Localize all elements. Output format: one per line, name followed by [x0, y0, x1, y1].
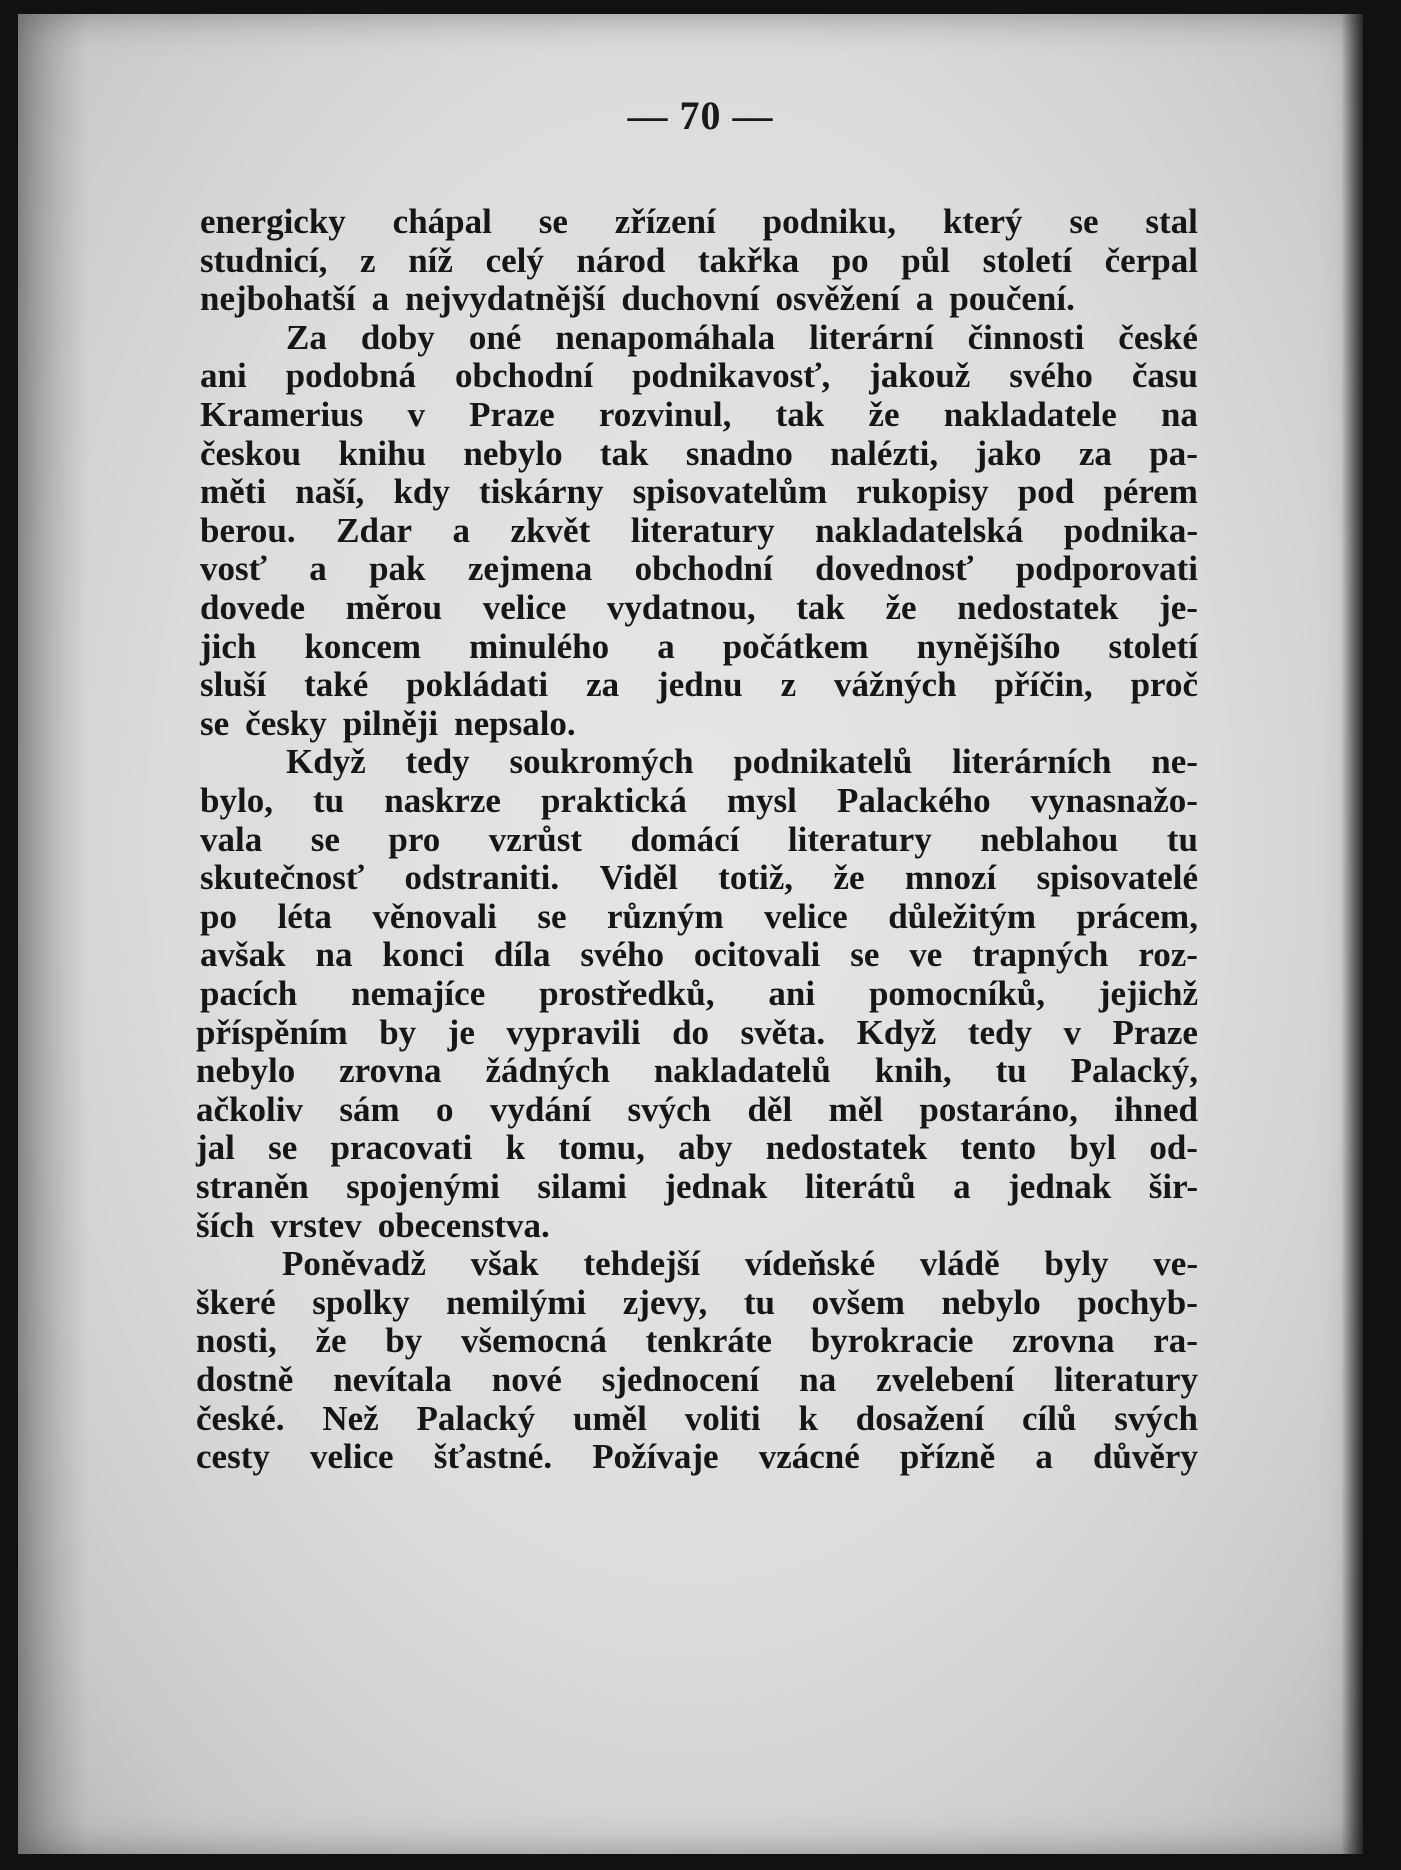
word: je: [447, 1012, 475, 1052]
word: Praze: [469, 395, 555, 434]
word: ani: [768, 974, 816, 1013]
word: se: [310, 819, 340, 859]
word: svého: [1009, 356, 1093, 396]
word: od-: [1149, 1128, 1198, 1168]
word: vážných: [834, 665, 957, 705]
word: jal: [196, 1128, 235, 1168]
word: straněn: [196, 1167, 309, 1206]
word: podporovati: [1015, 549, 1198, 589]
word: tiskárny: [479, 472, 604, 512]
word: zjevy,: [622, 1282, 708, 1322]
word: Za: [286, 317, 327, 357]
word: pilněji: [342, 703, 439, 743]
word: tak: [796, 588, 845, 627]
word: o: [436, 1089, 454, 1129]
word: k: [798, 1398, 818, 1438]
word: ne-: [1151, 742, 1198, 782]
word: nenapomáhala: [555, 317, 776, 357]
word: rukopisy: [856, 472, 989, 512]
word: tehdejší: [583, 1244, 701, 1284]
word: vídeňské: [744, 1244, 876, 1284]
word: by: [385, 1321, 423, 1361]
word: doby: [360, 317, 435, 357]
text-line: [196, 1167, 1198, 1207]
word: se: [200, 703, 230, 743]
word: avšak: [200, 935, 286, 975]
word: duchovní: [621, 279, 760, 319]
word: vynasnažo-: [1030, 781, 1198, 820]
word: studnicí,: [200, 240, 328, 280]
word: minulého: [469, 626, 610, 666]
text-line: [196, 1321, 1198, 1361]
word: zkvět: [510, 510, 591, 550]
word: století: [982, 240, 1072, 280]
word: za: [586, 665, 620, 705]
text-line: [196, 1128, 1198, 1168]
word: celý: [485, 240, 544, 280]
word: spisovatelům: [632, 472, 828, 512]
word: chápal: [392, 202, 492, 241]
word: Když: [856, 1012, 937, 1052]
word: Než: [322, 1398, 379, 1438]
word: naskrze: [384, 781, 501, 820]
word: z: [360, 240, 376, 280]
word: koncem: [304, 626, 422, 666]
text-line: [200, 781, 1198, 821]
text-line: [200, 935, 1198, 975]
word: vala: [200, 819, 263, 859]
word: a: [915, 279, 934, 319]
word: energicky: [200, 202, 346, 241]
word: sluší: [200, 665, 267, 705]
word: tu: [1166, 819, 1198, 859]
text-line: [200, 897, 1198, 937]
word: byl: [1069, 1128, 1117, 1168]
word: Viděl: [599, 858, 678, 898]
word: národ: [576, 240, 666, 280]
word: Palackého: [836, 781, 991, 820]
word: zejmena: [467, 549, 593, 589]
word: světa.: [740, 1012, 826, 1052]
word: naší,: [295, 472, 365, 512]
word: měti: [200, 472, 267, 512]
word: po: [831, 240, 869, 280]
word: nevítala: [333, 1360, 452, 1399]
text-line: [200, 202, 1198, 242]
word: prácem,: [1076, 896, 1198, 936]
word: za: [1078, 433, 1112, 473]
word: byrokracie: [810, 1321, 974, 1361]
word: čerpal: [1104, 240, 1198, 280]
word: pérem: [1103, 472, 1198, 512]
word: české.: [196, 1398, 285, 1438]
text-line: [196, 1051, 1198, 1091]
word: berou.: [200, 510, 296, 550]
text-line: [286, 742, 1198, 782]
text-line: [200, 665, 1198, 705]
text-line: [200, 241, 1198, 281]
text-line: [196, 1283, 1198, 1323]
word: silami: [537, 1167, 627, 1206]
word: a: [309, 549, 327, 589]
word: Palacký: [416, 1398, 536, 1438]
word: se: [1069, 202, 1099, 241]
word: nemajíce: [351, 974, 486, 1013]
word: pacích: [200, 974, 298, 1013]
word: ačkoliv: [196, 1089, 303, 1129]
word: dostně: [196, 1360, 294, 1399]
word: snadno: [685, 433, 793, 473]
word: ani: [200, 356, 247, 396]
word: pak: [369, 549, 426, 589]
word: žádných: [485, 1051, 610, 1091]
word: činnosti: [967, 317, 1085, 357]
word: kdy: [393, 472, 450, 512]
word: obchodní: [634, 549, 773, 589]
word: škeré: [196, 1282, 276, 1322]
page-number: — 70 —: [627, 93, 774, 138]
word: pracovati: [330, 1128, 473, 1168]
word: jejichž: [1098, 974, 1198, 1013]
word: roz-: [1138, 935, 1198, 975]
word: knih,: [874, 1051, 952, 1091]
word: Praze: [1112, 1012, 1198, 1052]
word: české: [1118, 317, 1198, 357]
word: mnozí: [904, 858, 997, 898]
word: takřka: [697, 240, 800, 280]
word: konci: [382, 935, 465, 975]
word: podnikatelů: [733, 742, 913, 782]
word: vzácné: [758, 1437, 860, 1477]
word: také: [304, 665, 369, 705]
word: tento: [960, 1128, 1037, 1168]
text-line: [196, 1090, 1198, 1130]
word: literatury: [787, 819, 932, 859]
word: tak: [599, 433, 649, 473]
word: vosť: [200, 549, 267, 589]
word: literatury: [1054, 1360, 1198, 1399]
text-line: [282, 1244, 1198, 1284]
word: totiž,: [718, 858, 794, 898]
word: všemocná: [461, 1321, 607, 1361]
text-line: [200, 820, 1198, 860]
word: obchodní: [454, 356, 594, 396]
word: obecenstva.: [377, 1205, 550, 1245]
word: nejbohatší: [200, 279, 356, 319]
text-line: [200, 704, 576, 744]
word: Kramerius: [200, 395, 364, 434]
word: a: [1035, 1437, 1053, 1477]
word: cílů: [1021, 1398, 1077, 1438]
word: vydatnou,: [606, 588, 756, 627]
word: dosažení: [855, 1398, 985, 1438]
word: byly: [1044, 1244, 1109, 1284]
word: z: [780, 665, 797, 705]
word: literárních: [952, 742, 1112, 782]
word: nynějšího: [916, 626, 1061, 666]
word: nakladatelská: [815, 510, 1024, 550]
word: jako: [975, 433, 1042, 473]
word: ra-: [1153, 1321, 1198, 1361]
word: nemilými: [446, 1282, 587, 1322]
word: nakladatelů: [653, 1051, 831, 1091]
word: ocitovali: [693, 935, 821, 975]
word: díla: [494, 935, 551, 975]
word: se: [537, 896, 567, 936]
text-line: [200, 472, 1198, 512]
word: důležitým: [888, 896, 1036, 936]
word: nedostatek: [765, 1128, 928, 1168]
word: počátkem: [722, 626, 869, 666]
word: stal: [1145, 202, 1198, 241]
word: v: [1063, 1012, 1081, 1052]
word: Poněvadž: [282, 1244, 426, 1284]
word: ihned: [1114, 1089, 1198, 1129]
word: a: [371, 279, 390, 319]
word: podnika-: [1063, 510, 1198, 550]
word: věnovali: [372, 896, 497, 936]
word: důvěry: [1092, 1437, 1198, 1477]
word: a: [657, 626, 675, 666]
word: nebylo: [941, 1282, 1041, 1322]
text-line: [200, 858, 1198, 898]
word: rozvinul,: [598, 395, 732, 434]
word: že: [885, 588, 917, 627]
word: Požívaje: [592, 1437, 719, 1477]
word: ve: [909, 935, 943, 975]
word: Když: [286, 742, 366, 782]
word: vypravili: [506, 1012, 641, 1052]
word: sjednocení: [601, 1360, 760, 1399]
word: nebylo: [463, 433, 563, 473]
word: jakouž: [869, 356, 971, 396]
word: spisovatelé: [1036, 858, 1198, 898]
word: tak: [775, 395, 825, 434]
word: nepsalo.: [454, 703, 576, 743]
word: se: [538, 202, 568, 241]
word: by: [379, 1012, 417, 1052]
word: vzrůst: [488, 819, 583, 859]
word: děl: [747, 1089, 793, 1129]
word: podniku,: [762, 202, 896, 241]
word: pa-: [1149, 433, 1198, 473]
word: že: [833, 858, 865, 898]
word: skutečnosť: [200, 858, 365, 898]
word: šir-: [1148, 1167, 1198, 1206]
word: domácí: [630, 819, 740, 859]
word: česky: [245, 703, 327, 743]
word: českou: [200, 433, 302, 473]
word: pochyb-: [1077, 1282, 1198, 1322]
word: svých: [627, 1089, 712, 1129]
word: který: [942, 202, 1023, 241]
word: měrou: [345, 588, 443, 627]
word: knihu: [338, 433, 427, 473]
word: na: [315, 935, 353, 975]
word: tedy: [967, 1012, 1032, 1052]
text-line: [196, 1437, 1198, 1477]
word: soukromých: [509, 742, 694, 782]
word: praktická: [540, 781, 687, 820]
word: a: [452, 510, 471, 550]
word: nejvydatnější: [405, 279, 606, 319]
word: vládě: [919, 1244, 1000, 1284]
word: času: [1131, 356, 1198, 396]
word: velice: [482, 588, 567, 627]
text-line: [200, 974, 1198, 1014]
word: však: [470, 1244, 539, 1284]
word: šťastné.: [433, 1437, 553, 1477]
word: jich: [200, 626, 257, 666]
word: pokládati: [406, 665, 549, 705]
text-line: [200, 356, 1198, 396]
word: že: [315, 1321, 347, 1361]
text-line: [200, 549, 1198, 589]
word: různým: [607, 896, 724, 936]
word: uměl: [573, 1398, 647, 1438]
word: oné: [468, 317, 522, 357]
word: spojenými: [346, 1167, 500, 1206]
word: tenkráte: [645, 1321, 772, 1361]
text-line: [200, 588, 1198, 628]
word: spolky: [312, 1282, 410, 1322]
word: pomocníků,: [868, 974, 1045, 1013]
word: na: [799, 1360, 837, 1399]
word: měl: [828, 1089, 884, 1129]
word: literární: [809, 317, 934, 357]
word: tu: [995, 1051, 1027, 1091]
word: velice: [764, 896, 848, 936]
word: níž: [408, 240, 453, 280]
word: velice: [310, 1437, 394, 1477]
word: postaráno,: [919, 1089, 1078, 1129]
word: příspěním: [196, 1012, 348, 1052]
word: osvěžení: [775, 279, 900, 319]
word: zrovna: [1012, 1321, 1115, 1361]
word: nakladatele: [943, 395, 1117, 434]
word: příčin,: [994, 665, 1093, 705]
word: na: [1160, 395, 1198, 434]
word: Zdar: [336, 510, 412, 550]
word: proč: [1130, 665, 1198, 705]
word: přízně: [899, 1437, 996, 1477]
word: tu: [313, 781, 345, 820]
word: se: [850, 935, 880, 975]
word: sám: [339, 1089, 400, 1129]
word: literátů: [804, 1167, 916, 1206]
word: dovede: [200, 588, 305, 627]
word: tedy: [405, 742, 470, 782]
text-line: [196, 1206, 550, 1246]
word: jednak: [1008, 1167, 1112, 1206]
word: aby: [678, 1128, 733, 1168]
word: neblahou: [980, 819, 1119, 859]
word: nosti,: [196, 1321, 277, 1361]
text-line: [200, 279, 1075, 319]
word: půl: [901, 240, 950, 280]
word: svých: [1114, 1398, 1198, 1438]
word: léta: [277, 896, 332, 936]
word: v: [407, 395, 425, 434]
word: nové: [491, 1360, 562, 1399]
word: k: [505, 1128, 526, 1168]
word: zřízení: [614, 202, 716, 241]
word: tomu,: [558, 1128, 645, 1168]
text-line: [196, 1399, 1198, 1439]
word: nalézti,: [830, 433, 939, 473]
word: vydání: [489, 1089, 592, 1129]
word: literatury: [630, 510, 775, 550]
word: nedostatek: [957, 588, 1119, 627]
word: ve-: [1153, 1244, 1198, 1284]
word: svého: [580, 935, 664, 975]
word: odstraniti.: [404, 858, 560, 898]
word: je-: [1159, 588, 1198, 627]
word: dovednosť: [815, 549, 974, 589]
word: voliti: [684, 1398, 761, 1438]
text-line: [286, 318, 1198, 358]
word: bylo,: [200, 781, 273, 820]
word: století: [1108, 626, 1198, 666]
word: vrstev: [270, 1205, 362, 1245]
text-line: [196, 1360, 1198, 1400]
word: ovšem: [811, 1282, 905, 1322]
word: tu: [743, 1282, 776, 1322]
word: do: [672, 1012, 710, 1052]
word: že: [868, 395, 900, 434]
word: nebylo: [196, 1051, 296, 1091]
word: pod: [1017, 472, 1075, 512]
text-line: [200, 434, 1198, 474]
word: podobná: [285, 356, 417, 396]
word: prostředků,: [539, 974, 715, 1013]
word: poučení.: [949, 279, 1075, 319]
text-line: [200, 627, 1198, 667]
word: trapných: [972, 935, 1109, 975]
text-line: [200, 511, 1198, 551]
word: podnikavosť,: [632, 356, 831, 396]
word: po: [200, 896, 237, 936]
text-line: [196, 1013, 1198, 1053]
word: zvelebení: [876, 1360, 1015, 1399]
word: Palacký,: [1070, 1051, 1198, 1091]
word: cesty: [196, 1437, 270, 1477]
word: pro: [388, 819, 441, 859]
word: zrovna: [339, 1051, 442, 1091]
word: a: [953, 1167, 971, 1206]
text-line: [200, 395, 1198, 435]
word: jednu: [657, 665, 743, 705]
word: mysl: [726, 781, 797, 820]
word: ších: [196, 1205, 255, 1245]
word: jednak: [664, 1167, 768, 1206]
word: se: [268, 1128, 298, 1168]
